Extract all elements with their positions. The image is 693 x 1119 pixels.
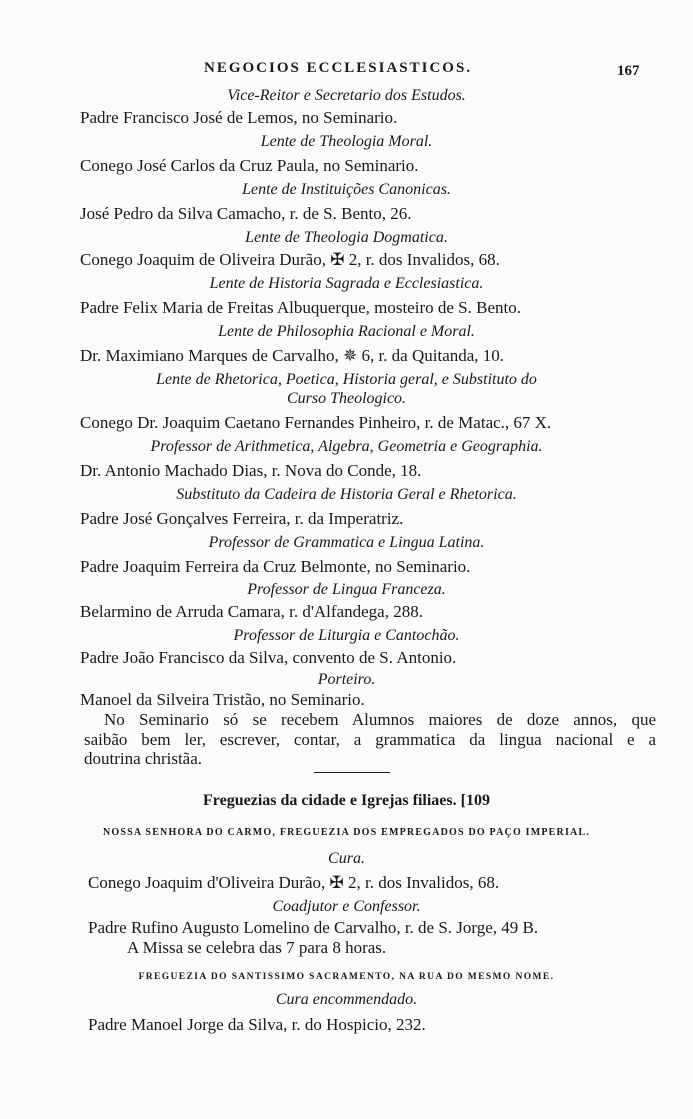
office-heading: Professor de Liturgia e Cantochão. — [233, 627, 460, 644]
office-heading: Lente de Historia Sagrada e Ecclesiastica. — [209, 275, 484, 292]
section-divider — [314, 772, 390, 773]
entry-line: Padre João Francisco da Silva, convento de S. Antonio. — [80, 648, 457, 667]
entry-line: Padre Felix Maria de Freitas Albuquerque, mosteiro de S. Bento. — [80, 298, 521, 317]
office-heading: Lente de Theologia Dogmatica. — [245, 229, 448, 246]
entry-line: Manoel da Silveira Tristão, no Seminario. — [80, 690, 365, 709]
office-heading: Lente de Instituições Canonicas. — [242, 181, 451, 198]
section-heading: Freguezias da cidade e Igrejas filiaes. [109 — [203, 792, 490, 809]
entry-line: Conego José Carlos da Cruz Paula, no Seminario. — [80, 156, 419, 175]
entry-line: Conego Joaquim de Oliveira Durão, ✠ 2, r. dos Invalidos, 68. — [80, 250, 500, 269]
entry-line: Padre Manoel Jorge da Silva, r. do Hospicio, 232. — [88, 1015, 426, 1034]
entry-line: Conego Joaquim d'Oliveira Durão, ✠ 2, r. dos Invalidos, 68. — [88, 873, 500, 892]
office-heading: Professor de Grammatica e Lingua Latina. — [208, 534, 485, 551]
office-heading: Lente de Rhetorica, Poetica, Historia geral, e Substituto do — [156, 371, 537, 388]
office-heading: Vice-Reitor e Secretario dos Estudos. — [227, 87, 466, 104]
paragraph-line: saibão bem ler, escrever, contar, a grammatica da lingua nacional e a — [84, 730, 656, 749]
entry-line: Belarmino de Arruda Camara, r. d'Alfandega, 288. — [80, 602, 423, 621]
entry-line: Padre Rufino Augusto Lomelino de Carvalho, r. de S. Jorge, 49 B. — [88, 918, 539, 937]
paragraph-line: No Seminario só se recebem Alumnos maiores de doze annos, que — [104, 710, 656, 729]
office-heading: Professor de Arithmetica, Algebra, Geometria e Geographia. — [150, 438, 543, 455]
entry-line: José Pedro da Silva Camacho, r. de S. Bento, 26. — [80, 204, 412, 223]
entry-line: Dr. Maximiano Marques de Carvalho, ✵ 6, r. da Quitanda, 10. — [80, 346, 505, 365]
office-heading: Coadjutor e Confessor. — [272, 898, 421, 915]
entry-line: Padre Joaquim Ferreira da Cruz Belmonte, no Seminario. — [80, 557, 471, 576]
parish-heading: FREGUEZIA DO SANTISSIMO SACRAMENTO, NA RUA DO MESMO NOME. — [138, 972, 555, 982]
parish-heading: NOSSA SENHORA DO CARMO, FREGUEZIA DOS EMPREGADOS DO PAÇO IMPERIAL. — [102, 827, 591, 838]
entry-line: Padre José Gonçalves Ferreira, r. da Imperatriz. — [80, 509, 404, 528]
running-header-title: NEGOCIOS ECCLESIASTICOS. — [204, 60, 473, 76]
entry-line: Dr. Antonio Machado Dias, r. Nova do Conde, 18. — [80, 461, 422, 480]
entry-line: Padre Francisco José de Lemos, no Seminario. — [80, 108, 398, 127]
office-heading: Porteiro. — [317, 671, 376, 688]
entry-note: A Missa se celebra das 7 para 8 horas. — [127, 938, 387, 957]
entry-line: Conego Dr. Joaquim Caetano Fernandes Pinheiro, r. de Matac., 67 X. — [80, 413, 552, 432]
paragraph-line: doutrina christãa. — [84, 749, 203, 768]
page-number: 167 — [617, 63, 640, 79]
office-heading: Lente de Philosophia Racional e Moral. — [218, 323, 475, 340]
office-heading: Substituto da Cadeira de Historia Geral e Rhetorica. — [176, 486, 517, 503]
office-heading-continued: Curso Theologico. — [286, 390, 407, 407]
office-heading: Cura. — [328, 850, 365, 867]
office-heading: Professor de Lingua Franceza. — [247, 581, 446, 598]
office-heading: Lente de Theologia Moral. — [260, 133, 433, 150]
office-heading: Cura encommendado. — [275, 991, 418, 1008]
